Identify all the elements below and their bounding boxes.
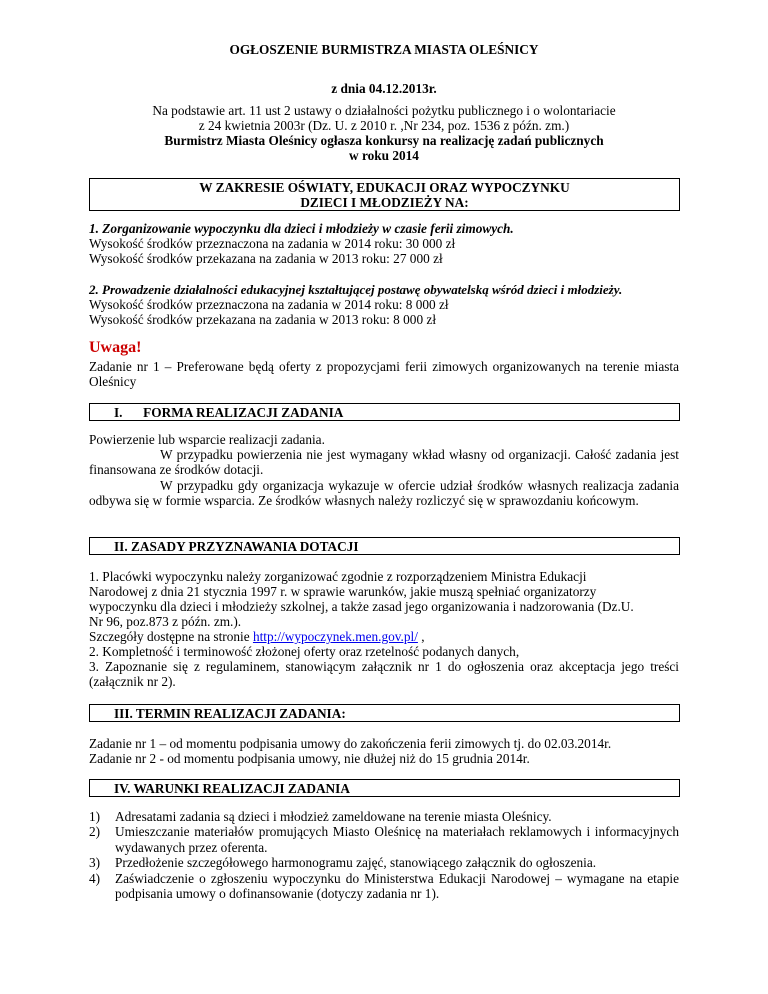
section-1-paragraph-2: W przypadku powierzenia nie jest wymagany wkład własny od organizacji. Całość zadania jest finansowana ze środków dotacji. — [89, 447, 679, 478]
scope-heading-box — [89, 178, 680, 211]
section-4-list — [89, 809, 679, 901]
document-date: z dnia 04.12.2013r. — [331, 81, 437, 96]
section-2-heading: II. ZASADY PRZYZNAWANIA DOTACJI — [114, 539, 359, 554]
scope-heading-line-2: DZIECI I MŁODZIEŻY NA: — [300, 195, 469, 211]
announcement-line-1: Burmistrz Miasta Oleśnicy ogłasza konkursy na realizację zadań publicznych — [164, 133, 604, 148]
condition-item — [89, 871, 679, 902]
details-prefix: Szczegóły dostępne na stronie — [89, 629, 253, 644]
section-1-heading-number: I. — [114, 405, 123, 420]
legal-basis-line-1: Na podstawie art. 11 ust 2 ustawy o działalności pożytku publicznego i o wolontariacie — [152, 103, 616, 118]
condition-number: 3) — [89, 855, 101, 871]
condition-text: Umieszczanie materiałów promujących Miasto Oleśnicę na materiałach reklamowych i informacyjnych wydawanych przez oferenta. — [115, 824, 679, 855]
section-3-line-1: Zadanie nr 1 – od momentu podpisania umowy do zakończenia ferii zimowych tj. do 02.03.2014r. — [89, 736, 612, 751]
condition-number: 2) — [89, 824, 101, 840]
condition-text: Adresatami zadania są dzieci i młodzież zameldowane na terenie miasta Oleśnicy. — [115, 809, 552, 824]
section-1-heading: FORMA REALIZACJI ZADANIA — [143, 405, 344, 420]
details-link[interactable]: http://wypoczynek.men.gov.pl/ — [252, 629, 418, 644]
task-1-funds-2014: Wysokość środków przeznaczona na zadania w 2014 roku: 30 000 zł — [89, 236, 456, 251]
section-1-paragraph-1: Powierzenie lub wsparcie realizacji zadania. — [89, 432, 325, 447]
note-label: Uwaga! — [89, 339, 142, 356]
section-2-details — [89, 629, 425, 644]
section-1-heading-box — [89, 403, 680, 421]
task-1-title: 1. Zorganizowanie wypoczynku dla dzieci i młodzieży w czasie ferii zimowych. — [89, 221, 514, 236]
scope-heading-line-1: W ZAKRESIE OŚWIATY, EDUKACJI ORAZ WYPOCZYNKU — [199, 180, 570, 195]
section-2-item-1-line-4: Nr 96, poz.873 z późn. zm.). — [89, 614, 242, 629]
note-text: Zadanie nr 1 – Preferowane będą oferty z propozycjami ferii zimowych organizowanych na terenie miasta Oleśnicy — [89, 359, 679, 390]
section-1-paragraph-3: W przypadku gdy organizacja wykazuje w ofercie udział środków własnych realizacja zadania odbywa się w formie wsparcia. Ze środków własnych należy rozliczyć się w sprawozdaniu końcowym. — [89, 478, 679, 509]
section-3-line-2: Zadanie nr 2 - od momentu podpisania umowy, nie dłużej niż do 15 grudnia 2014r. — [89, 751, 530, 766]
legal-basis-line-2: z 24 kwietnia 2003r (Dz. U. z 2010 r. ,Nr 234, poz. 1536 z późn. zm.) — [198, 118, 570, 133]
announcement-line-2: w roku 2014 — [349, 148, 419, 163]
condition-number: 4) — [89, 870, 101, 886]
task-2-funds-2013: Wysokość środków przekazana na zadania w 2013 roku: 8 000 zł — [89, 312, 437, 327]
section-4-heading-box — [89, 779, 680, 797]
section-2-heading-box — [89, 537, 680, 555]
task-2-title: 2. Prowadzenie działalności edukacyjnej kształtującej postawę obywatelską wśród dzieci i młodzieży. — [89, 282, 623, 297]
section-4-heading: IV. WARUNKI REALIZACJI ZADANIA — [114, 781, 350, 796]
condition-item — [89, 855, 679, 870]
condition-text: Zaświadczenie o zgłoszeniu wypoczynku do Ministerstwa Edukacji Narodowej – wymagane na etapie podpisania umowy o dofinansowanie (dotyczy zadania nr 1). — [115, 870, 679, 902]
condition-item — [89, 824, 679, 855]
task-1-funds-2013: Wysokość środków przekazana na zadania w 2013 roku: 27 000 zł — [89, 251, 443, 266]
details-suffix: , — [417, 629, 425, 644]
section-2-item-2: 2. Kompletność i terminowość złożonej oferty oraz rzetelność podanych danych, — [89, 644, 520, 659]
section-2-item-3: 3. Zapoznanie się z regulaminem, stanowiącym załącznik nr 1 do ogłoszenia oraz akceptacja jego treści (załącznik nr 2). — [89, 659, 679, 690]
section-3-heading: III. TERMIN REALIZACJI ZADANIA: — [114, 706, 346, 721]
condition-text: Przedłożenie szczegółowego harmonogramu zajęć, stanowiącego załącznik do ogłoszenia. — [115, 855, 597, 871]
document-title: OGŁOSZENIE BURMISTRZA MIASTA OLEŚNICY — [229, 42, 539, 57]
condition-number: 1) — [89, 809, 101, 824]
section-2-item-1-line-1: 1. Placówki wypoczynku należy zorganizować zgodnie z rozporządzeniem Ministra Edukacji — [89, 569, 587, 584]
section-2-item-1-line-2: Narodowej z dnia 21 stycznia 1997 r. w sprawie warunków, jakie muszą spełniać organizatorzy — [89, 584, 597, 599]
section-3-heading-box — [89, 704, 680, 722]
task-2-funds-2014: Wysokość środków przeznaczona na zadania w 2014 roku: 8 000 zł — [89, 297, 449, 312]
condition-item — [89, 809, 679, 824]
section-2-item-1-line-3: wypoczynku dla dzieci i młodzieży szkolnej, a także zasad jego organizowania i nadzorowania (Dz.U. — [89, 599, 634, 614]
